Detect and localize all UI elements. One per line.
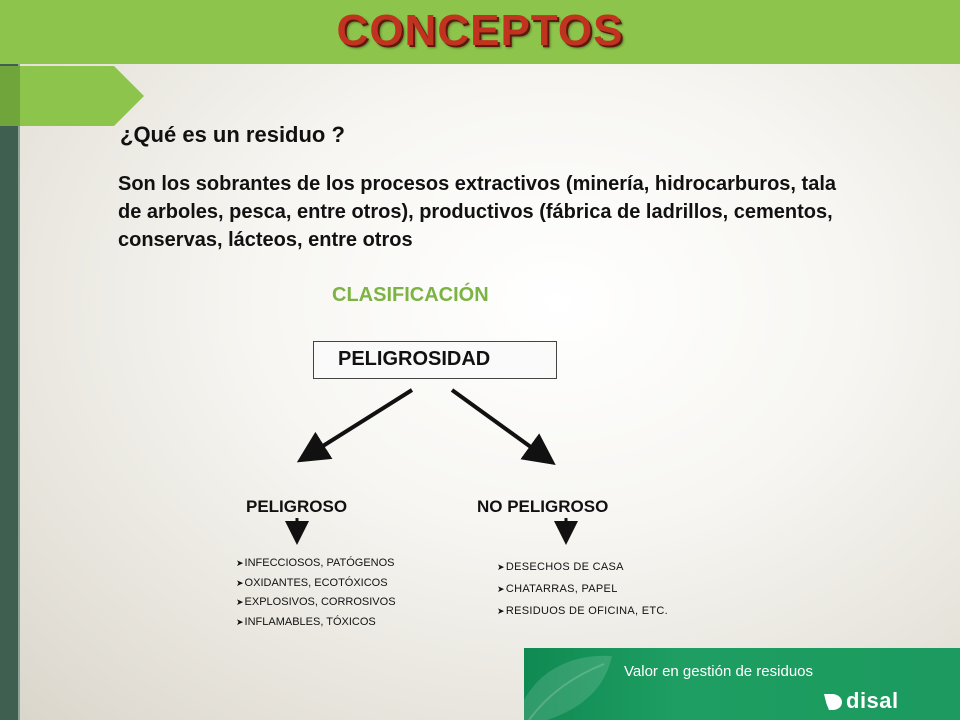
- list-item: ➤OXIDANTES, ECOTÓXICOS: [236, 576, 388, 589]
- question-heading: ¿Qué es un residuo ?: [120, 122, 345, 147]
- disal-banner: [524, 648, 960, 720]
- arrow-bullet-icon: ➤: [236, 558, 244, 568]
- list-item: ➤INFLAMABLES, TÓXICOS: [236, 615, 376, 628]
- list-item: ➤INFECCIOSOS, PATÓGENOS: [236, 557, 395, 569]
- arrow-bullet-icon: ➤: [236, 577, 244, 588]
- leaf-logo-icon: [524, 648, 614, 720]
- classification-heading: CLASIFICACIÓN: [332, 284, 489, 306]
- branch-no-peligroso-label: NO PELIGROSO: [477, 497, 609, 516]
- definition-text: Son los sobrantes de los procesos extractivos (minería, hidrocarburos, tala de arboles, pesca, entre otros), productivos (fábrica de ladrillos, cementos, conservas, lácteos, entre otros: [118, 173, 836, 251]
- arrow-to-peligroso: [307, 390, 412, 456]
- list-item: ➤RESIDUOS DE OFICINA, ETC.: [497, 605, 668, 617]
- arrow-bullet-icon: ➤: [236, 597, 244, 607]
- root-category-label: PELIGROSIDAD: [338, 348, 491, 370]
- arrow-bullet-icon: ➤: [497, 584, 505, 594]
- disal-logo-icon: [822, 692, 844, 712]
- arrow-bullet-icon: ➤: [497, 562, 505, 572]
- peligroso-items-list: [236, 554, 396, 632]
- list-item: ➤DESECHOS DE CASA: [497, 561, 624, 573]
- banner-tagline: Valor en gestión de residuos: [624, 663, 814, 680]
- list-item: ➤CHATARRAS, PAPEL: [497, 583, 618, 595]
- arrow-bullet-icon: ➤: [236, 616, 244, 627]
- no-peligroso-items-list: [497, 556, 668, 622]
- arrow-to-no-peligroso: [452, 390, 546, 458]
- page-title: CONCEPTOS: [336, 6, 624, 55]
- banner-brand: disal: [846, 688, 899, 713]
- list-item: ➤EXPLOSIVOS, CORROSIVOS: [236, 596, 396, 608]
- arrow-bullet-icon: ➤: [497, 606, 505, 616]
- branch-peligroso-label: PELIGROSO: [246, 497, 348, 516]
